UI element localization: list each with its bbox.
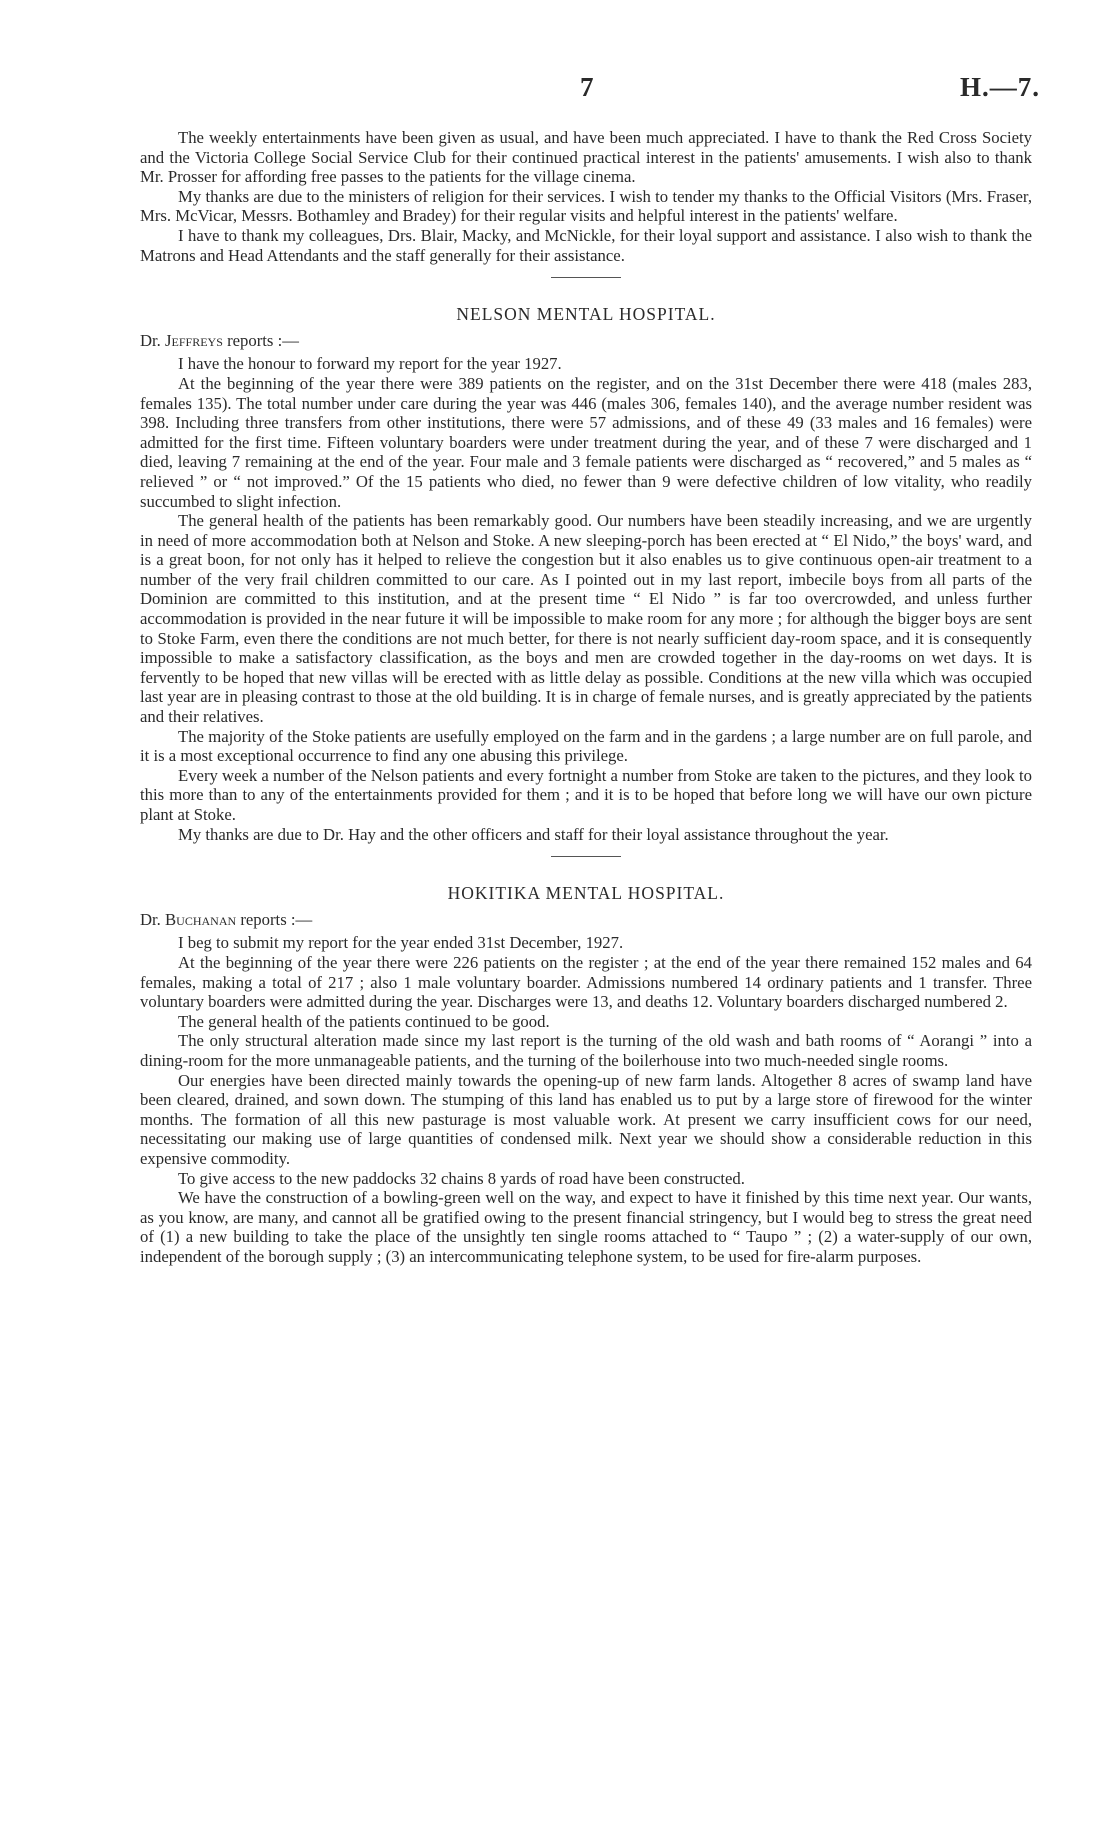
page-header: [140, 72, 1040, 112]
reporter-suffix: reports :—: [236, 909, 313, 929]
paragraph: I have to thank my colleagues, Drs. Blair, Macky, and McNickle, for their loyal support and assistance. I also wish to thank the Matrons and Head Attendants and the staff generally for their assistance.: [140, 225, 1032, 265]
reporter-prefix: Dr.: [140, 909, 166, 929]
paragraph: I beg to submit my report for the year ended 31st December, 1927.: [178, 933, 624, 953]
nelson-section: [140, 305, 1032, 844]
reporter-line: [140, 331, 1032, 351]
paragraph: The general health of the patients continued to be good.: [178, 1011, 550, 1031]
reporter-suffix: reports :—: [222, 330, 299, 350]
reporter-name: Jeffreys: [165, 330, 223, 350]
paragraph: We have the construction of a bowling-green well on the way, and expect to have it finished by this time next year. Our wants, as you know, are many, and cannot all be gratified owing to the present financial stringency, but I would beg to stress the great need of (1) a new building to take the place of the unsightly ten single rooms attached to “ Taupo ” ; (2) a water-supply of our own, independent of the borough supply ; (3) an intercommunicating telephone system, to be used for fire-alarm purposes.: [140, 1188, 1032, 1266]
intro-section: [140, 128, 1032, 265]
paragraph: My thanks are due to the ministers of religion for their services. I wish to tender my thanks to the Official Visitors (Mrs. Fraser, Mrs. McVicar, Messrs. Bothamley and Bradey) for their regular visits and helpful interest in the patients' welfare.: [140, 186, 1032, 226]
document-reference: H.—7.: [959, 72, 1040, 102]
paragraph: Our energies have been directed mainly towards the opening-up of new farm lands. Altogether 8 acres of swamp land have been cleared, drained, and sown down. The stumping of this land has enabled us to put by a large store of firewood for the winter months. The formation of all this new pasturage is most valuable work. At present we carry insufficient cows for our need, necessitating our making use of large quantities of condensed milk. Next year we should show a considerable reduction in this expensive commodity.: [140, 1070, 1032, 1168]
paragraph: At the beginning of the year there were 226 patients on the register ; at the end of the year there remained 152 males and 64 females, making a total of 217 ; also 1 male voluntary boarder. Admissions numbered 14 ordinary patients and 1 transfer. Three voluntary boarders were admitted during the year. Discharges were 13, and deaths 12. Voluntary boarders discharged numbered 2.: [140, 952, 1032, 1012]
hokitika-section: [140, 884, 1032, 1266]
page-number: 7: [580, 72, 594, 102]
page-body: [140, 128, 1032, 1266]
paragraph: Every week a number of the Nelson patients and every fortnight a number from Stoke are taken to the pictures, and they look to this more than to any of the entertainments provided for them ; and it is to be hoped that before long we will have our own picture plant at Stoke.: [140, 765, 1032, 824]
section-divider: [551, 277, 621, 278]
reporter-line: [140, 910, 1032, 930]
section-title: NELSON MENTAL HOSPITAL.: [456, 304, 716, 325]
reporter-prefix: Dr.: [140, 330, 166, 350]
paragraph: The general health of the patients has been remarkably good. Our numbers have been steadily increasing, and we are urgently in need of more accommodation both at Nelson and Stoke. A new sleeping-porch has been erected at “ El Nido,” the boys' ward, and is a great boon, for not only has it helped to relieve the congestion but it also enables us to give continuous open-air treatment to a number of the very frail children committed to our care. As I pointed out in my last report, imbecile boys from all parts of the Dominion are committed to this institution, and at the present time “ El Nido ” is far too overcrowded, and unless further accommodation is provided in the near future it will be impossible to make room for any more ; for although the bigger boys are sent to Stoke Farm, even there the conditions are not much better, for there is not nearly sufficient day-room space, and it is consequently impossible to make a satisfactory classification, as the boys and men are crowded together in the day-rooms on wet days. It is fervently to be hoped that new villas will be erected with as little delay as possible. Conditions at the new villa which was occupied last year are in pleasing contrast to those at the old building. It is in charge of female nurses, and is greatly appreciated by the patients and their relatives.: [140, 511, 1032, 727]
paragraph: At the beginning of the year there were 389 patients on the register, and on the 31st December there were 418 (males 283, females 135). The total number under care during the year was 446 (males 306, females 140), and the average number resident was 398. Including three transfers from other institutions, there were 57 admissions, and of these 49 (33 males and 16 females) were admitted for the first time. Fifteen voluntary boarders were under treatment during the year, and of these 7 were discharged and 1 died, leaving 7 remaining at the end of the year. Four male and 3 female patients were discharged as “ recovered,” and 5 males as “ relieved ” or “ not improved.” Of the 15 patients who died, no fewer than 9 were defective children of low vitality, who readily succumbed to slight infection.: [140, 373, 1032, 511]
section-title: HOKITIKA MENTAL HOSPITAL.: [447, 883, 725, 904]
paragraph: My thanks are due to Dr. Hay and the other officers and staff for their loyal assistance throughout the year.: [178, 824, 889, 844]
paragraph: The weekly entertainments have been given as usual, and have been much appreciated. I have to thank the Red Cross Society and the Victoria College Social Service Club for their continued practical interest in the patients' amusements. I wish also to thank Mr. Prosser for affording free passes to the patients for the village cinema.: [140, 128, 1032, 187]
paragraph: The only structural alteration made since my last report is the turning of the old wash and bath rooms of “ Aorangi ” into a dining-room for the more unmanageable patients, and the turning of the boilerhouse into two much-needed single rooms.: [140, 1031, 1032, 1070]
paragraph: To give access to the new paddocks 32 chains 8 yards of road have been constructed.: [178, 1168, 745, 1188]
reporter-name: Buchanan: [165, 909, 237, 929]
paragraph: I have the honour to forward my report for the year 1927.: [178, 354, 562, 374]
section-divider: [551, 856, 621, 857]
paragraph: The majority of the Stoke patients are usefully employed on the farm and in the gardens ; a large number are on full parole, and it is a most exceptional occurrence to find any one abusing this privilege.: [140, 726, 1032, 766]
